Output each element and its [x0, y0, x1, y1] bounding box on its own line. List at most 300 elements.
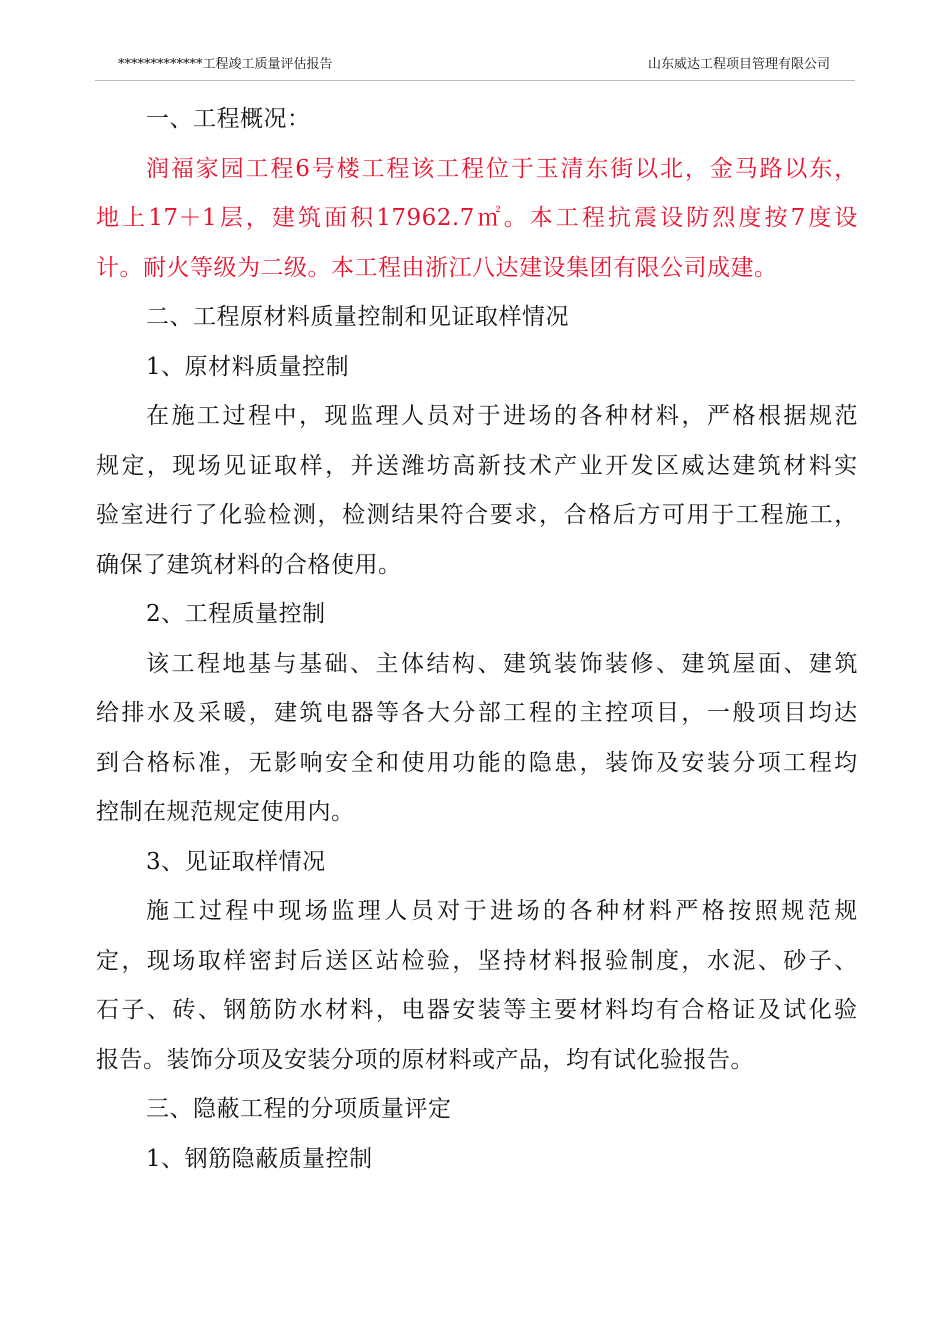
text-glyph: ， — [834, 502, 858, 528]
text-glyph: 器 — [350, 700, 375, 726]
text-glyph: 。 — [503, 205, 528, 231]
overview-line-2 — [96, 194, 858, 244]
text-glyph: ， — [317, 502, 341, 528]
text-glyph: 材 — [630, 403, 654, 429]
text-glyph: 筑 — [528, 650, 552, 677]
text-glyph: 要 — [489, 502, 514, 528]
text-glyph: 格 — [706, 997, 731, 1023]
text-glyph: 达 — [706, 452, 731, 479]
text-glyph: 隐 — [528, 749, 553, 776]
text-glyph: 验 — [243, 502, 268, 528]
text-glyph: 证 — [732, 997, 756, 1023]
text-glyph: ， — [146, 452, 171, 479]
text-glyph: 砂 — [783, 947, 807, 974]
text-glyph: 防 — [274, 997, 298, 1023]
text-glyph: 员 — [426, 403, 450, 429]
text-glyph: 料 — [554, 947, 578, 974]
text-glyph: 筑 — [757, 452, 782, 479]
quality-control-line-2 — [96, 689, 858, 739]
text-glyph: 层 — [219, 205, 244, 231]
text-glyph: 设 — [660, 205, 684, 231]
text-glyph: 、 — [350, 650, 374, 677]
text-glyph: 范 — [807, 898, 832, 924]
text-glyph: 取 — [274, 452, 298, 479]
text-glyph: 路 — [759, 155, 784, 182]
text-glyph: 建 — [503, 650, 527, 677]
text-glyph: 种 — [595, 898, 620, 924]
text-glyph: 工 — [361, 155, 386, 182]
text-glyph: 定 — [121, 452, 145, 479]
text-glyph: 础 — [324, 650, 348, 677]
text-glyph: 均 — [630, 997, 655, 1023]
section-heading-concealed-works: 三、隐蔽工程的分项质量评定 — [146, 1096, 452, 1122]
text-glyph: 防 — [686, 205, 710, 231]
text-glyph: 可 — [662, 502, 686, 528]
text-glyph: 理 — [375, 403, 399, 429]
text-glyph: 格 — [701, 898, 726, 924]
text-glyph: 报 — [579, 947, 604, 974]
text-glyph: 积 — [350, 205, 374, 231]
text-glyph: 程 — [225, 898, 249, 924]
text-glyph: 、 — [477, 650, 501, 677]
text-glyph: 材 — [783, 452, 807, 479]
raw-materials-line-4: 确保了建筑材料的合格使用。 — [96, 551, 402, 578]
text-glyph: 暖 — [223, 700, 247, 726]
text-glyph: ， — [452, 947, 476, 974]
text-glyph: 用 — [686, 502, 711, 528]
text-glyph: 方 — [637, 502, 661, 528]
text-glyph: 场 — [197, 452, 222, 479]
text-glyph: 工 — [783, 749, 807, 776]
document-body — [96, 95, 858, 1184]
text-glyph: 格 — [146, 749, 171, 776]
text-glyph: ， — [245, 205, 270, 231]
text-glyph: ， — [681, 700, 705, 726]
text-glyph: 、 — [656, 650, 680, 677]
text-glyph: ， — [538, 502, 563, 528]
text-glyph: 及 — [655, 749, 680, 776]
text-glyph: 合 — [681, 997, 705, 1023]
text-glyph: 施 — [785, 502, 809, 528]
text-glyph: 根 — [758, 403, 782, 429]
sampling-line-2 — [96, 937, 858, 987]
text-glyph: 验 — [834, 997, 858, 1023]
text-glyph: 大 — [426, 700, 451, 726]
text-glyph: 工 — [172, 898, 196, 924]
text-glyph: 清 — [560, 155, 585, 182]
text-glyph: 现 — [172, 452, 196, 479]
text-glyph: 检 — [268, 502, 292, 528]
text-glyph: 7 — [790, 205, 806, 231]
text-glyph: 标 — [172, 749, 196, 776]
text-glyph: 过 — [198, 898, 223, 924]
text-glyph: 规 — [96, 452, 120, 479]
text-glyph: 于 — [477, 403, 501, 429]
text-glyph: 能 — [477, 749, 502, 776]
text-glyph: 水 — [706, 947, 731, 974]
text-glyph: 有 — [655, 997, 680, 1023]
text-glyph: 于 — [711, 502, 735, 528]
text-glyph: 场 — [304, 898, 329, 924]
text-glyph: 业 — [579, 452, 604, 479]
text-glyph: 合 — [563, 502, 588, 528]
text-glyph: 坚 — [477, 947, 502, 974]
text-glyph: 测 — [366, 502, 391, 528]
text-glyph: ㎡ — [477, 205, 501, 231]
text-glyph: 筑 — [834, 650, 858, 677]
text-glyph: 一 — [706, 700, 731, 726]
text-glyph: 对 — [437, 898, 461, 924]
text-glyph: 均 — [808, 700, 833, 726]
text-glyph: 6 — [295, 155, 311, 182]
text-glyph: 送 — [325, 947, 349, 974]
text-glyph: 号 — [311, 155, 336, 182]
text-glyph: 化 — [219, 502, 243, 528]
text-glyph: 技 — [503, 452, 527, 479]
text-glyph: 准 — [197, 749, 222, 776]
text-glyph: 封 — [274, 947, 298, 974]
text-glyph: 街 — [610, 155, 634, 182]
text-glyph: 场 — [516, 898, 541, 924]
text-glyph: 器 — [426, 997, 451, 1023]
text-glyph: 钢 — [223, 997, 247, 1023]
text-glyph: 发 — [630, 452, 655, 479]
text-glyph: 规 — [781, 898, 805, 924]
text-glyph: 等 — [503, 997, 527, 1023]
text-glyph: ， — [121, 947, 145, 974]
text-glyph: 基 — [248, 650, 272, 677]
text-glyph: 的 — [503, 749, 527, 776]
text-glyph: ， — [834, 155, 858, 182]
overview-line-1 — [96, 145, 858, 195]
text-glyph: 17962.7 — [376, 205, 475, 231]
text-glyph: ， — [579, 749, 604, 776]
text-glyph: 料 — [648, 898, 673, 924]
subsection-heading-rebar: 1、钢筋隐蔽质量控制 — [146, 1145, 373, 1172]
text-glyph: 该 — [411, 155, 435, 182]
text-glyph: 料 — [605, 997, 629, 1023]
text-glyph: 对 — [452, 403, 476, 429]
text-glyph: 区 — [350, 947, 375, 974]
header-company-name: 山东威达工程项目管理有限公司 — [647, 57, 830, 72]
text-glyph: 程 — [808, 749, 833, 776]
text-glyph: 采 — [197, 700, 222, 726]
text-glyph: 均 — [834, 749, 858, 776]
text-glyph: 石 — [96, 997, 120, 1023]
text-glyph: 度 — [808, 205, 832, 231]
text-glyph: 开 — [605, 452, 629, 479]
text-glyph: 工 — [197, 403, 221, 429]
text-glyph: 各 — [569, 898, 593, 924]
text-glyph: 及 — [172, 700, 196, 726]
text-glyph: 体 — [401, 650, 425, 677]
text-glyph: 筋 — [248, 997, 273, 1023]
text-glyph: 地 — [222, 650, 246, 677]
text-glyph: 合 — [465, 502, 489, 528]
text-glyph: 工 — [171, 650, 195, 677]
text-glyph: 东 — [809, 155, 833, 182]
text-glyph: 产 — [554, 452, 578, 479]
text-glyph: 主 — [579, 700, 604, 726]
text-glyph: 场 — [528, 403, 552, 429]
text-glyph: 结 — [426, 650, 450, 677]
text-glyph: 施 — [146, 898, 170, 924]
text-glyph: ， — [681, 947, 705, 974]
text-glyph: 该 — [146, 650, 170, 677]
text-glyph: 潍 — [401, 452, 425, 479]
text-glyph: 饰 — [579, 650, 603, 677]
text-glyph: 施 — [171, 403, 195, 429]
text-glyph: 装 — [554, 650, 578, 677]
text-glyph: 筑 — [299, 700, 324, 726]
text-glyph: 筑 — [297, 205, 322, 231]
text-glyph: 合 — [121, 749, 145, 776]
text-glyph: 格 — [732, 403, 756, 429]
text-glyph: 修 — [630, 650, 654, 677]
text-glyph: 到 — [96, 749, 120, 776]
text-glyph: 主 — [375, 650, 399, 677]
text-glyph: 室 — [120, 502, 145, 528]
text-glyph: 、 — [783, 650, 807, 677]
text-glyph: 响 — [299, 749, 324, 776]
text-glyph: 工 — [735, 502, 760, 528]
text-glyph: 要 — [554, 997, 578, 1023]
raw-materials-line-1 — [96, 392, 858, 442]
text-glyph: 程 — [760, 502, 784, 528]
text-glyph: 润 — [146, 155, 170, 182]
text-glyph: 装 — [477, 997, 502, 1023]
text-glyph: 试 — [783, 997, 807, 1023]
text-glyph: 使 — [401, 749, 425, 776]
text-glyph: 全 — [350, 749, 375, 776]
text-glyph: 验 — [605, 947, 629, 974]
text-glyph: 在 — [146, 403, 170, 429]
text-glyph: 见 — [223, 452, 247, 479]
text-glyph: 安 — [452, 997, 476, 1023]
text-glyph: 园 — [220, 155, 245, 182]
text-glyph: 验 — [96, 502, 120, 528]
text-glyph: 患 — [554, 749, 578, 776]
text-glyph: ， — [223, 749, 247, 776]
text-glyph: 按 — [764, 205, 788, 231]
text-glyph: 按 — [728, 898, 752, 924]
text-glyph: 和 — [375, 749, 400, 776]
raw-materials-line-3 — [96, 491, 858, 541]
text-glyph: 达 — [834, 700, 858, 726]
text-glyph: ， — [248, 700, 273, 726]
text-glyph: 构 — [452, 650, 476, 677]
section-heading-materials: 二、工程原材料质量控制和见证取样情况 — [146, 304, 569, 330]
text-glyph: 与 — [273, 650, 297, 677]
text-glyph: ， — [681, 403, 705, 429]
text-glyph: 项 — [757, 749, 782, 776]
text-glyph: 、 — [757, 947, 782, 974]
text-glyph: 、 — [834, 947, 858, 974]
text-glyph: 福 — [170, 155, 195, 182]
text-glyph: 部 — [477, 700, 502, 726]
text-glyph: 项 — [757, 700, 782, 726]
sampling-line-4: 报告。装饰分项及安装分项的原材料或产品，均有试化验报告。 — [96, 1046, 754, 1073]
text-glyph: 面 — [324, 205, 348, 231]
text-glyph: 制 — [630, 947, 655, 974]
text-glyph: 目 — [783, 700, 807, 726]
text-glyph: 泥 — [732, 947, 756, 974]
text-glyph: 材 — [528, 947, 553, 974]
sampling-line-3 — [96, 986, 858, 1036]
text-glyph: 子 — [121, 997, 145, 1023]
text-glyph: 项 — [630, 700, 655, 726]
text-glyph: 程 — [197, 650, 221, 677]
text-glyph: 于 — [510, 155, 535, 182]
text-glyph: 建 — [732, 452, 756, 479]
text-glyph: 定 — [96, 947, 120, 974]
text-glyph: 实 — [834, 452, 858, 479]
text-glyph: 砖 — [172, 997, 196, 1023]
text-glyph: 、 — [197, 997, 222, 1023]
text-glyph: 饰 — [630, 749, 655, 776]
text-glyph: 楼 — [336, 155, 361, 182]
text-glyph: 分 — [732, 749, 756, 776]
text-glyph: 以 — [635, 155, 659, 182]
text-glyph: 区 — [655, 452, 680, 479]
text-glyph: 人 — [401, 403, 425, 429]
text-glyph: 各 — [401, 700, 425, 726]
subsection-heading-sampling: 3、见证取样情况 — [146, 848, 326, 875]
text-glyph: 求 — [514, 502, 538, 528]
text-glyph: 中 — [251, 898, 276, 924]
raw-materials-line-2 — [96, 442, 858, 492]
text-glyph: 监 — [331, 898, 355, 924]
text-glyph: 照 — [754, 898, 779, 924]
text-glyph: 装 — [706, 749, 731, 776]
text-glyph: 设 — [834, 205, 858, 231]
text-glyph: 严 — [675, 898, 699, 924]
subsection-heading-quality-control: 2、工程质量控制 — [146, 601, 326, 627]
text-glyph: 送 — [375, 452, 400, 479]
text-glyph: 电 — [401, 997, 425, 1023]
text-glyph: 的 — [554, 403, 578, 429]
section-heading-overview: 一、工程概况： — [146, 106, 311, 132]
text-glyph: 持 — [503, 947, 527, 974]
text-glyph: 测 — [292, 502, 317, 528]
text-glyph: 度 — [655, 947, 680, 974]
text-glyph: 程 — [386, 155, 410, 182]
text-glyph: 中 — [273, 403, 297, 429]
text-glyph: 严 — [707, 403, 731, 429]
text-glyph: 程 — [581, 205, 606, 231]
text-glyph: 震 — [634, 205, 658, 231]
text-glyph: 检 — [401, 947, 425, 974]
text-glyph: 北 — [660, 155, 684, 182]
text-glyph: 建 — [271, 205, 296, 231]
text-glyph: 范 — [834, 403, 858, 429]
text-glyph: ， — [375, 997, 400, 1023]
text-glyph: 种 — [605, 403, 629, 429]
text-glyph: 进 — [490, 898, 514, 924]
text-glyph: 建 — [681, 650, 705, 677]
text-glyph: 现 — [146, 947, 171, 974]
text-glyph: 建 — [274, 700, 298, 726]
text-glyph: 术 — [528, 452, 553, 479]
text-glyph: 地 — [96, 205, 120, 231]
text-glyph: 于 — [463, 898, 488, 924]
text-glyph: 行 — [169, 502, 194, 528]
text-glyph: 给 — [96, 700, 120, 726]
text-glyph: 料 — [808, 452, 833, 479]
text-glyph: 工 — [809, 502, 834, 528]
text-glyph: 安 — [681, 749, 705, 776]
text-glyph: 进 — [503, 403, 527, 429]
text-glyph: 分 — [452, 700, 476, 726]
text-glyph: 过 — [222, 403, 246, 429]
text-glyph: 并 — [350, 452, 375, 479]
text-glyph: 材 — [325, 997, 349, 1023]
text-glyph: 程 — [248, 403, 272, 429]
text-glyph: 无 — [248, 749, 273, 776]
text-glyph: 主 — [528, 997, 553, 1023]
text-glyph: 家 — [195, 155, 220, 182]
text-glyph: 后 — [299, 947, 324, 974]
text-glyph: 程 — [461, 155, 485, 182]
quality-control-line-4: 控制在规范规定使用内。 — [96, 799, 355, 825]
text-glyph: 面 — [758, 650, 782, 677]
quality-control-line-3 — [96, 739, 858, 789]
text-glyph: 密 — [248, 947, 273, 974]
text-glyph: 新 — [477, 452, 502, 479]
text-glyph: 屋 — [732, 650, 756, 677]
text-glyph: 现 — [324, 403, 348, 429]
text-glyph: 威 — [681, 452, 705, 479]
text-glyph: 检 — [342, 502, 366, 528]
text-glyph: 、 — [146, 997, 171, 1023]
header-divider — [95, 80, 855, 81]
text-glyph: 筑 — [707, 650, 731, 677]
text-glyph: 规 — [809, 403, 833, 429]
quality-control-line-1 — [96, 640, 858, 690]
text-glyph: 监 — [350, 403, 374, 429]
text-glyph: 目 — [655, 700, 680, 726]
text-glyph: 东 — [585, 155, 609, 182]
text-glyph: 程 — [528, 700, 553, 726]
subsection-heading-raw-materials: 1、原材料质量控制 — [146, 353, 350, 380]
text-glyph: 安 — [325, 749, 349, 776]
text-glyph: 玉 — [535, 155, 560, 182]
text-glyph: 排 — [121, 700, 145, 726]
sampling-line-1 — [96, 887, 858, 937]
text-glyph: 验 — [426, 947, 451, 974]
text-glyph: 马 — [734, 155, 759, 182]
text-glyph: 各 — [579, 403, 603, 429]
text-glyph: 装 — [605, 749, 629, 776]
text-glyph: 基 — [299, 650, 323, 677]
text-glyph: 水 — [299, 997, 324, 1023]
text-glyph: 工 — [555, 205, 580, 231]
text-glyph: 场 — [172, 947, 196, 974]
text-glyph: 材 — [622, 898, 646, 924]
header-document-title: *************工程竣工质量评估报告 — [118, 57, 333, 72]
text-glyph: 符 — [440, 502, 465, 528]
text-glyph: 用 — [426, 749, 451, 776]
text-glyph: 功 — [452, 749, 476, 776]
text-glyph: 现 — [278, 898, 302, 924]
text-glyph: 上 — [122, 205, 146, 231]
text-glyph: 取 — [197, 947, 222, 974]
text-glyph: 证 — [248, 452, 273, 479]
text-glyph: 材 — [579, 997, 604, 1023]
text-glyph: 进 — [145, 502, 169, 528]
text-glyph: 等 — [375, 700, 400, 726]
text-glyph: ， — [325, 452, 349, 479]
